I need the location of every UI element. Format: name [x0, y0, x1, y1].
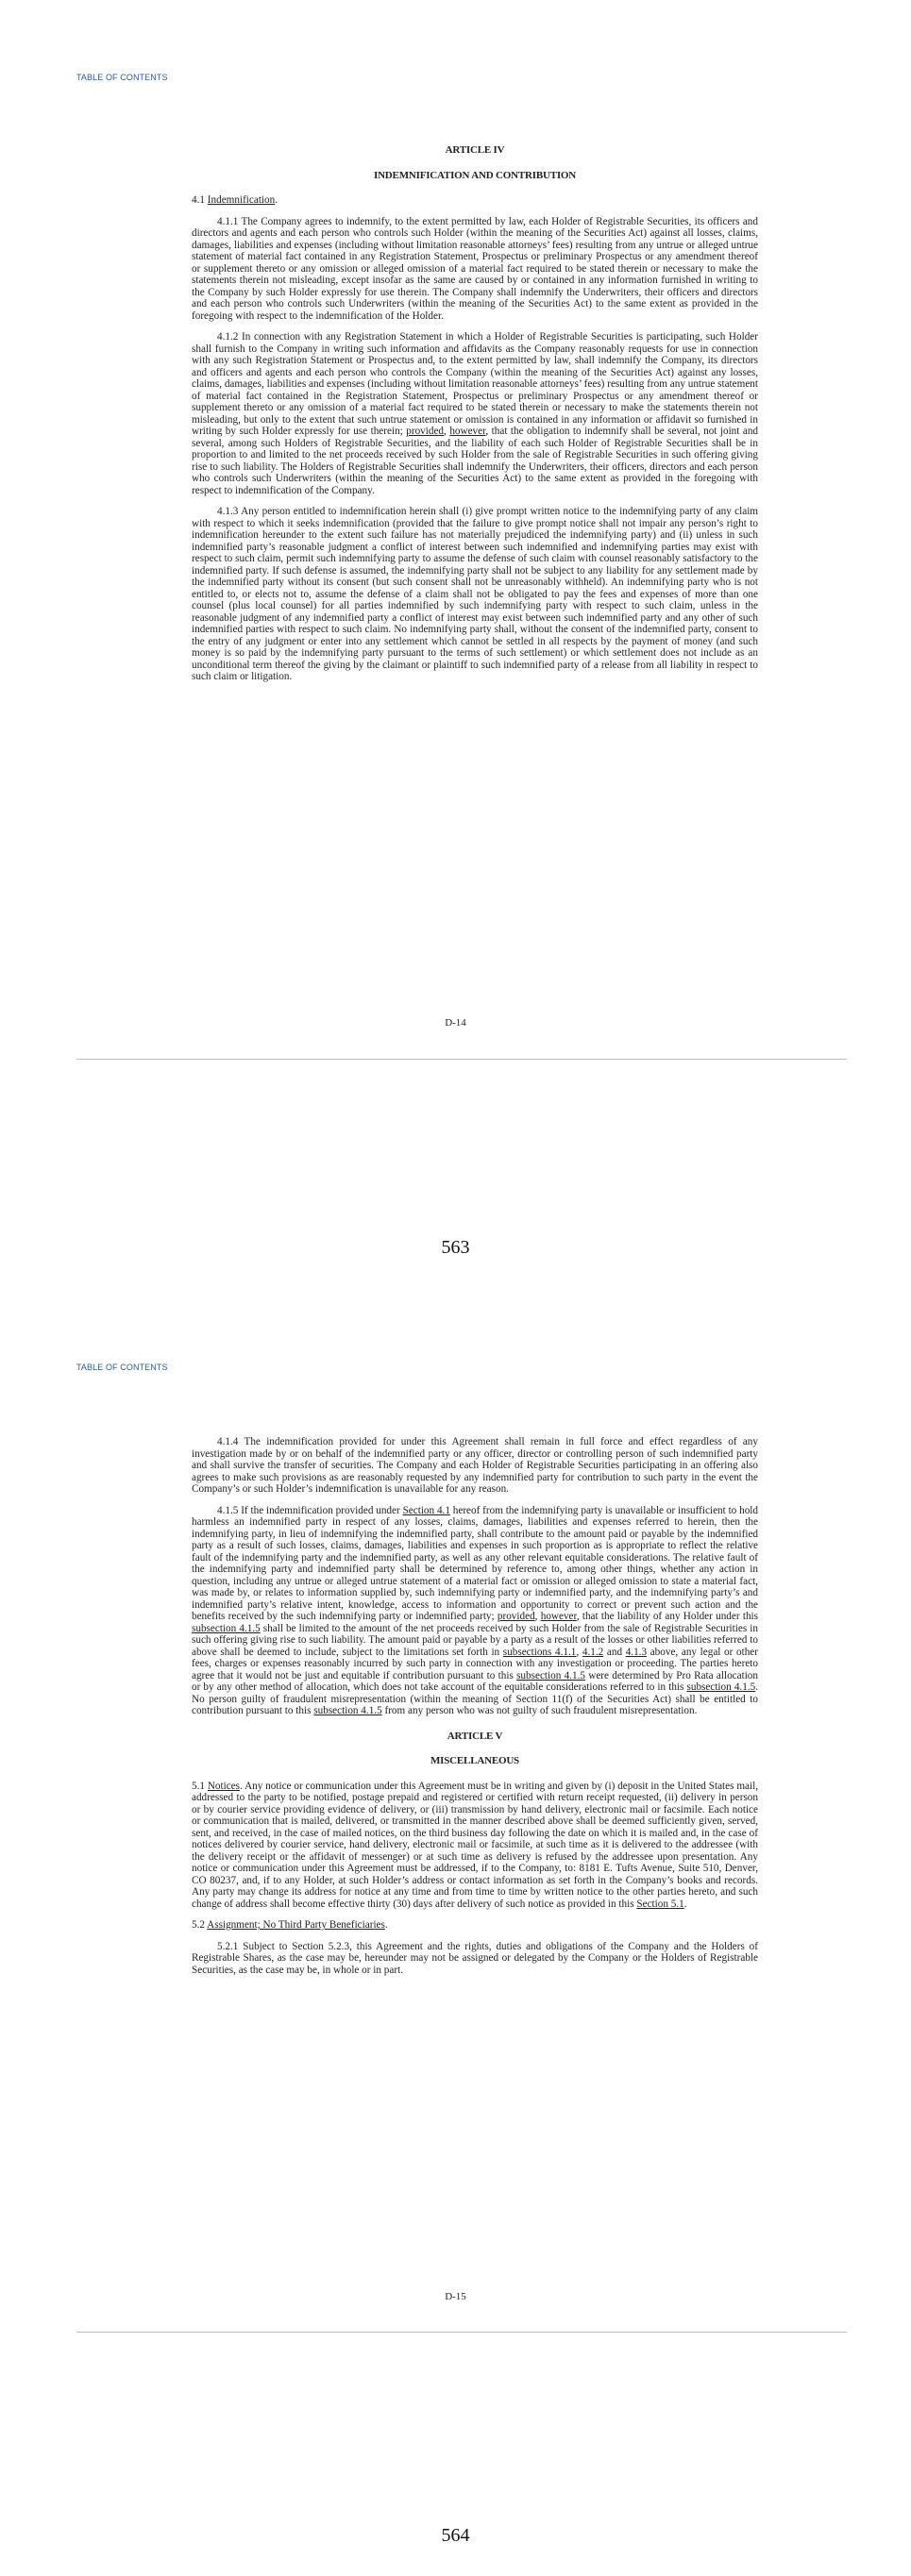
page-footer-d14: D-14	[445, 1017, 466, 1029]
text-run: ,	[576, 1646, 582, 1658]
emphasis-provided: provided	[497, 1611, 535, 1622]
emphasis-provided: provided	[406, 426, 445, 437]
page-number-564: 564	[441, 2525, 470, 2546]
text-run: , that the obligation to indemnify shall be several, not joint and several, among such Holders of Registrable Securities, and the liability of each such Holder of Registrable Securities shall be in proportion to and limited to the net proceeds received by such Holder from the sale of Registrable Securities in such offering giving rise to such liability. The Holders of Registrable Securities shall indemnify the Underwriters, their officers, directors and each person who controls such Underwriters (within the meaning of the Securities Act) to the same extent as provided in the foregoing with respect to indemnification of the Company.	[192, 426, 759, 496]
section-title: Notices	[207, 1780, 241, 1792]
text-run: . Any notice or communication under this Agreement must be in writing and given by (i) deposit in the United States mail, addressed to the party to be notified, postage prepaid and registered or certified with return receipt requested, (ii) delivery in person or by courier service providing evidence of delivery, or (iii) transmission by hand delivery, electronic mail or facsimile. Each notice or communication that is mailed, delivered, or transmitted in the manner described above shall be deemed sufficiently given, served, sent, and received, in the case of mailed notices, on the third business day following the date on which it is mailed and, in the case of notices delivered by courier service, hand delivery, electronic mail or facsimile, at such time as it is delivered to the addressee (with the delivery receipt or the affidavit of messenger) or at such time as delivery is refused by the addressee upon presentation. Any notice or communication under this Agreement must be addressed, if to the Company, to: 8181 E. Tufts Avenue, Suite 510, Denver, CO 80237, and, if to any Holder, at such Holder’s address or contact information as set forth in the Company’s books and records. Any party may change its address for notice at any time and from time to time by written notice to the other parties hereto, and such change of address shall become effective thirty (30) days after delivery of such notice as provided in this	[192, 1780, 759, 1910]
section-period: .	[275, 194, 278, 206]
page-2-content	[192, 1436, 758, 1976]
text-run: shall be limited to the amount of the net proceeds received by such Holder from the sale of Registrable Securities in such offering giving rise to such liability. The amount paid or payable by a party as a result of the losses or other liabilities referred to above shall be deemed to include, subject to the limitations set forth in	[192, 1622, 758, 1658]
text-run: 4.1.2 In connection with any Registration Statement in which a Holder of Registrable Securities is participating, such Holder shall furnish to the Company in writing such information and affidavits as the Company reasonably requests for use in connection with any such Registration Statement or Prospectus and, to the extent permitted by law, shall indemnify the Company, its directors and officers and agents and each person who controls the Company (within the meaning of the Securities Act) against any losses, claims, damages, liabilities and expenses (including without limitation reasonable attorneys’ fees) resulting from any untrue statement of material fact contained in the Registration Statement, Prospectus or preliminary Prospectus or any amendment thereof or supplement thereto or any omission of a material fact required to be stated therein or necessary to make the statements therein not misleading, but only to the extent that such untrue statement or omission is contained in any information or affidavit so furnished in writing by such Holder expressly for use therein;	[192, 331, 758, 437]
paragraph-4-1-1: 4.1.1 The Company agrees to indemnify, to the extent permitted by law, each Holder of Registrable Securities, its officers and directors and agents and each person who controls such Holder (within the meaning of the Securities Act) against all losses, claims, damages, liabilities and expenses (including without limitation reasonable attorneys’ fees) resulting from any untrue or alleged untrue statement of material fact contained in any Registration Statement, Prospectus or preliminary Prospectus or any amendment thereof or supplement thereto or any omission or alleged omission of a material fact required to be stated therein or necessary to make the statements therein not misleading, except insofar as the same are caused by or contained in any information furnished in writing to the Company by such Holder expressly for use therein. The Company shall indemnify the Underwriters, their officers and directors and each person who controls such Underwriters (within the meaning of the Securities Act) to the same extent as provided in the foregoing with respect to the indemnification of the Holder.	[192, 215, 758, 322]
section-number: 4.1	[192, 194, 208, 206]
paragraph-5-1	[192, 1781, 758, 1911]
section-5-2-heading	[192, 1919, 758, 1932]
text-run: from any person who was not guilty of such fraudulent misrepresentation.	[381, 1705, 698, 1716]
section-title: Indemnification	[207, 194, 276, 206]
page-number-563: 563	[441, 1237, 470, 1258]
text-run: hereof from the indemnifying party is unavailable or insufficient to hold harmless an indemnified party in respect of any losses, claims, damages, liabilities and expenses referred to herein, then the indemnifying party, in lieu of indemnifying the indemnified party, shall contribute to the amount paid or payable by the indemnified party as a result of such losses, claims, damages, liabilities and expenses in such proportion as is appropriate to reflect the relative fault of the indemnifying party and the indemnified party, as well as any other relevant equitable considerations. The relative fault of the indemnifying party and indemnified party shall be determined by reference to, among other things, whether any action in question, including any untrue or alleged untrue statement of a material fact or omission or alleged omission to state a material fact, was made by, or relates to information supplied by, such indemnifying party or indemnified party, and the indemnifying party’s and indemnified party’s relative intent, knowledge, access to information and opportunity to correct or prevent such action and the benefits received by the such indemnifying party or indemnified party;	[192, 1504, 758, 1622]
cross-reference: 4.1.2	[582, 1646, 604, 1658]
section-period: .	[384, 1919, 388, 1931]
page-footer-d15: D-15	[445, 2291, 466, 2302]
paragraph-4-1-5	[192, 1505, 758, 1717]
section-4-1-heading	[192, 194, 758, 207]
section-number: 5.2	[192, 1919, 208, 1931]
text-run: were determined by Pro Rata allocation or by any other method of allocation, which does not take account of the equitable considerations referred to in this	[192, 1669, 758, 1693]
table-of-contents-link[interactable]: TABLE OF CONTENTS	[76, 73, 168, 82]
page-divider	[76, 1059, 847, 1060]
section-number: 5.1	[192, 1780, 208, 1792]
article-5-title: ARTICLE V	[447, 1730, 503, 1742]
cross-reference: subsection 4.1.5	[192, 1622, 261, 1634]
cross-reference: subsection 4.1.5	[686, 1681, 756, 1693]
emphasis-however: however	[540, 1611, 577, 1622]
text-run: and	[603, 1646, 626, 1658]
article-4-title: ARTICLE IV	[445, 144, 505, 156]
paragraph-4-1-2	[192, 331, 758, 496]
paragraph-5-2-1: 5.2.1 Subject to Section 5.2.3, this Agreement and the rights, duties and obligations of the Company and the Holders of Registrable Shares, as the case may be, hereunder may not be assigned or delegated by the Company or the Holders of Registrable Securities, as the case may be, in whole or in part.	[192, 1940, 758, 1976]
cross-reference: Section 4.1	[402, 1504, 450, 1516]
cross-reference: subsection 4.1.5	[313, 1705, 382, 1716]
cross-reference: 4.1.3	[625, 1646, 648, 1658]
page-1-content	[192, 144, 758, 683]
cross-reference: subsections 4.1.1	[502, 1646, 577, 1658]
article-5-subtitle: MISCELLANEOUS	[430, 1755, 519, 1766]
text-run: . No person guilty of fraudulent misrepresentation (within the meaning of Section 11(f) of the Securities Act) shall be entitled to contribution pursuant to this	[192, 1681, 758, 1716]
cross-reference: Section 5.1	[636, 1898, 684, 1910]
text-run: ,	[534, 1611, 541, 1622]
paragraph-4-1-3: 4.1.3 Any person entitled to indemnification herein shall (i) give prompt written notice to the indemnifying party of any claim with respect to which it seeks indemnification (provided that the failure to give prompt notice shall not impair any person’s right to indemnification hereunder to the extent such failure has not materially prejudiced the indemnifying party) and (ii) unless in such indemnified party’s reasonable judgment a conflict of interest between such indemnified and indemnifying parties may exist with respect to such claim, permit such indemnifying party to assume the defense of such claim with counsel reasonably satisfactory to the indemnified party. If such defense is assumed, the indemnifying party shall not be subject to any liability for any settlement made by the indemnified party without its consent (but such consent shall not be unreasonably withheld). An indemnifying party who is not entitled to, or elects not to, assume the defense of a claim shall not be obligated to pay the fees and expenses of more than one counsel (plus local counsel) for all parties indemnified by such indemnifying party with respect to such claim, unless in the reasonable judgment of any indemnified party a conflict of interest may exist between such indemnified party and any other of such indemnified parties with respect to such claim. No indemnifying party shall, without the consent of the indemnified party, consent to the entry of any judgment or enter into any settlement which cannot be settled in all respects by the payment of money (and such money is so paid by the indemnifying party pursuant to the terms of such settlement) or which settlement does not include as an unconditional term thereof the giving by the claimant or plaintiff to such indemnified party of a release from all liability in respect to such claim or litigation.	[192, 506, 758, 682]
emphasis-however: however	[449, 426, 486, 437]
text-run: , that the liability of any Holder under this	[576, 1611, 759, 1622]
text-run: .	[683, 1898, 687, 1910]
text-run: ,	[444, 426, 450, 437]
table-of-contents-link[interactable]: TABLE OF CONTENTS	[76, 1363, 168, 1372]
page-divider	[76, 2332, 847, 2333]
section-title: Assignment; No Third Party Beneficiaries	[207, 1919, 385, 1931]
text-run: 4.1.5 If the indemnification provided under	[217, 1504, 403, 1516]
article-4-subtitle: INDEMNIFICATION AND CONTRIBUTION	[373, 169, 577, 181]
paragraph-4-1-4: 4.1.4 The indemnification provided for under this Agreement shall remain in full force and effect regardless of any investigation made by or on behalf of the indemnified party or any officer, director or controlling person of such indemnified party and shall survive the transfer of securities. The Company and each Holder of Registrable Securities participating in an offering also agrees to make such provisions as are reasonably requested by any indemnified party for contribution to such party in the event the Company’s or such Holder’s indemnification is unavailable for any reason.	[192, 1436, 758, 1495]
text-run: above, any legal or other fees, charges or expenses reasonably incurred by such party in connection with any investigation or proceeding. The parties hereto agree that it would not be just and equitable if contribution pursuant to this	[192, 1646, 758, 1681]
cross-reference: subsection 4.1.5	[516, 1669, 585, 1681]
